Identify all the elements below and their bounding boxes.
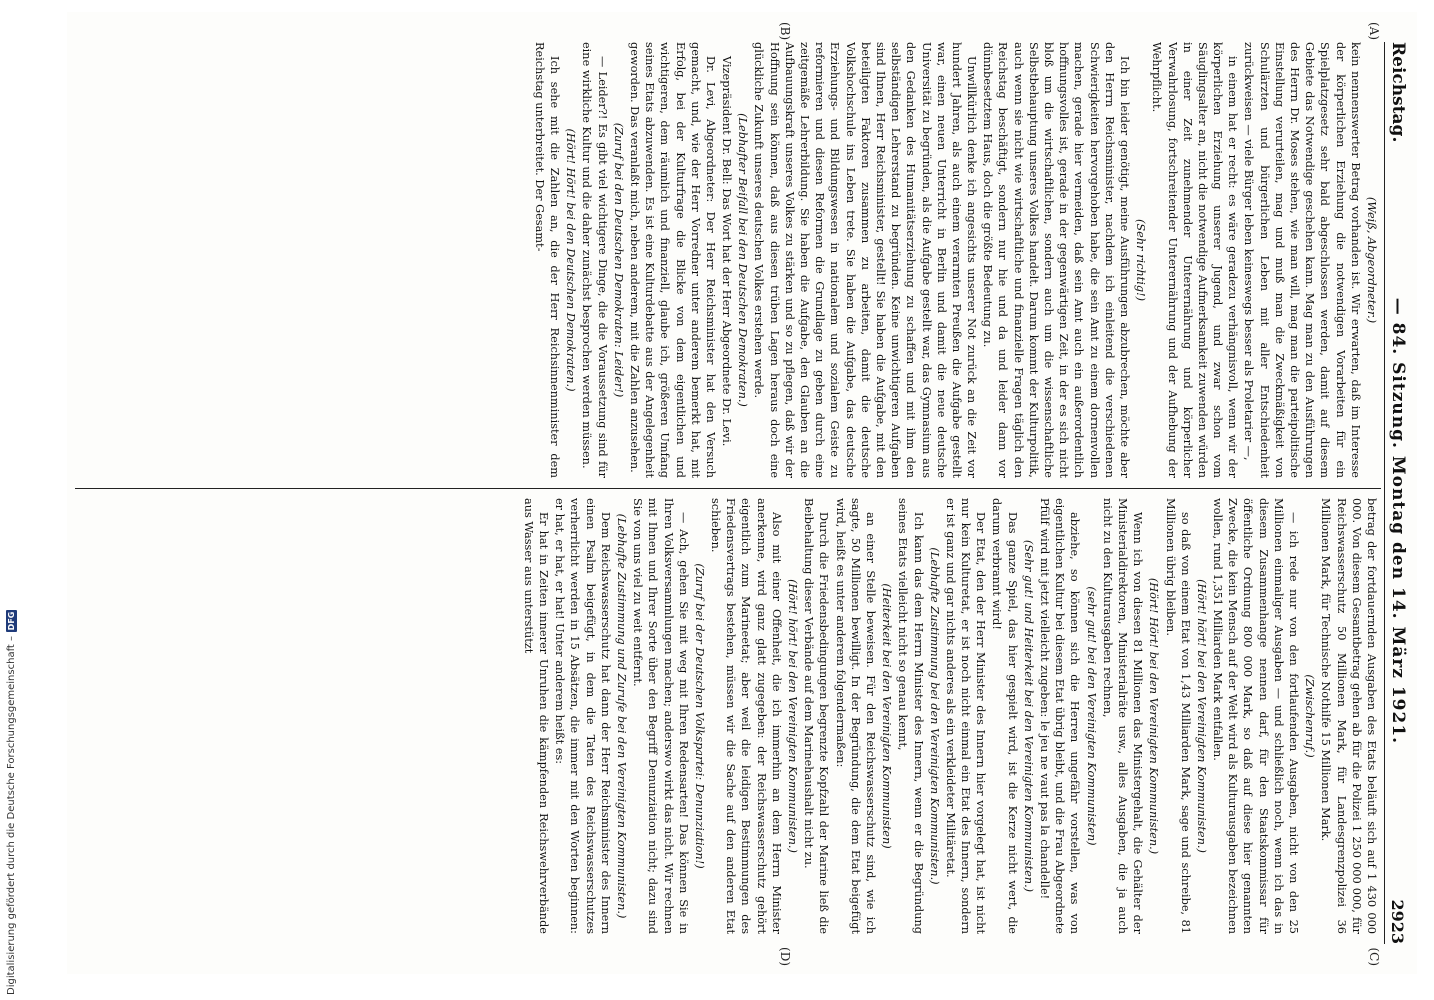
margin-marker-a: (A) bbox=[1367, 22, 1381, 41]
quotation: Durch die Friedensbedingungen begrenzte Kopfzahl der Marine ließ die Beibehaltung dieser Verbände auf dem Marinehaushalt nicht zu. bbox=[802, 498, 831, 934]
margin-marker-d: (D) bbox=[778, 947, 792, 966]
paragraph: Der Etat, den der Herr Minister des Innern hier vorgelegt hat, ist nicht nur kein Kulturetat, er ist noch nicht einmal ein Etat des Innern, sondern er ist ganz und gar nichts anderes als ein verkleideter Militäretat. bbox=[943, 498, 988, 934]
document-page bbox=[67, 12, 1417, 974]
dfg-logo: DFG bbox=[6, 611, 16, 631]
interjection: (Lebhafter Beifall bei den Deutschen Demokraten.) bbox=[736, 113, 750, 407]
interjection: (Lebhafte Zustimmung bei den Vereinigten Kommunisten.) bbox=[927, 547, 941, 885]
digitization-credit bbox=[4, 470, 18, 995]
speaker-heading: (Weiß, Abgeordneter.) bbox=[1365, 196, 1378, 324]
interjection: (Sehr richtig!) bbox=[1134, 218, 1148, 302]
interjection: (Zuruf bei der Deutschen Volkspartei: Denunziation!) bbox=[692, 563, 706, 869]
interjection: (Lebhafte Zustimmung und Zurufe bei den Vereinigten Kommunisten.) bbox=[615, 513, 628, 919]
paragraph: Vizepräsident Dr. Bell: Das Wort hat der Herr Abgeordnete Dr. Levi. bbox=[720, 56, 734, 447]
interjection: (Sehr gut! und Heiterkeit bei den Vereinigten Kommunisten.) bbox=[1021, 539, 1035, 893]
paragraph: Wenn ich von diesen 81 Millionen das Ministergehalt, die Gehälter der Ministerialdirektoren, Ministerialräte usw., alles Ausgaben, die ja auch nicht zu den Kulturausgaben rechnen, bbox=[1100, 498, 1145, 934]
paragraph: Also mit einer Offenheit, die ich immerhin an dem Herrn Minister anerkenne, wird ganz glatt zugegeben: der Reichswasserschutz gehört eigentlich zum Marineetat; aber weil die leidigen Bestimmungen des Friedensvertrags bestehen, müssen wir die Sache auf den anderen Etat schieben. bbox=[709, 498, 783, 934]
interjection: (Hört! Hört! bei den Vereinigten Kommunisten.) bbox=[1147, 577, 1161, 855]
paragraph: Ich sehe mit die Zahlen an, die der Herr Reichsinnenminister dem Reichstag unterbreitet. Der Gesamt- bbox=[532, 42, 562, 478]
paragraph: Ich bin leider genötigt, meine Ausführungen abzubrechen, möchte aber den Herrn Reichsminister, nachdem ich einleitend die verschiedenen Schwierigkeiten hervorgehoben habe, die sein Amt zu einem dornenvollen machen, gerade hier vermeiden, daß sein Amt auch ein außerordentlich hoffnungsvolles ist, gerade in der gegenwärtigen Zeit, in der es sich nicht bloß um die wirtschaftlichen, sondern auch um die wissenschaftliche Selbstbehauptung unseres Volkes handelt. Darum kommt der Kulturpolitik, auch wenn sie nicht wie wirtschaftliche und finanzielle Fragen täglich den Reichstag beschäftigt, sondern nur hie und da und leider dann vor dünnbesetztem Haus, doch die größte Bedeutung zu. bbox=[981, 42, 1131, 478]
paragraph: — Ach, gehen Sie mit weg mit Ihren Redensarten! Das können Sie in Ihren Volksversammlungen machen; anderswo wirkt das nicht. Wir rechnen mit Ihnen und Ihrer Sorte über den Begriff Denunziation nicht; dazu sind Sie von uns viel zu weit entfernt. bbox=[631, 498, 690, 934]
paragraph: so daß von einem Etat von 1,43 Milliarden Mark, sage und schreibe, 81 Millionen übrig bleiben. bbox=[1163, 498, 1192, 934]
paragraph: Dem Reichswasserschutz hat dann der Herr Reichsminister des Innern einen Psalm beigefügt, in dem die Taten des Reichswasserschutzes verherrlicht werden in 15 Absätzen, die immer mit den Worten beginnen: er hat, er hat, er hat! Unter anderem heißt es: bbox=[553, 498, 612, 934]
interjection: (Hört! hört! bei den Vereinigten Kommunisten.) bbox=[786, 579, 800, 853]
paragraph: Das ganze Spiel, das hier gespielt wird, ist die Kerze nicht wert, die darum verbrannt wird! bbox=[990, 498, 1019, 934]
rotated-page-scan bbox=[67, 12, 1417, 974]
page-number: 2923 bbox=[1388, 899, 1408, 944]
margin-marker-b: (B) bbox=[778, 22, 792, 41]
credit-text: Digitalisierung gefördert durch die Deutsche Forschungsgemeinschaft – bbox=[5, 635, 17, 995]
interjection: (Heiterkeit bei den Vereinigten Kommunisten) bbox=[880, 583, 894, 849]
interjection: (Zuruf bei den Deutschen Demokraten: Leider!) bbox=[611, 122, 625, 398]
paragraph: Dr. Levi, Abgeordneter: Der Herr Reichsminister hat den Versuch gemacht, und, wie der Herr Vorredner unter anderem bemerkt hat, mit Erfolg, bei der Kulturfrage die Blicke von dem eigentlichen und wichtigeren, dem räumlich und finanziell, glaube ich, größeren Umfang seines Etats abzuwenden. Es ist eine Kulturdebatte aus der Angelegenheit geworden. Das veranlaßt mich, neben anderem, mit die Zahlen anzusehen. bbox=[628, 42, 717, 478]
interjection: (sehr gut! bei den Vereinigten Kommunisten) bbox=[1084, 586, 1098, 846]
quotation: Er hat in Zeiten innerer Unruhen die kämpfenden Reichswehrverbände aus Wasser aus unterstützt bbox=[521, 498, 551, 934]
paragraph: in einem hat er recht: es wäre geradezu verhängnisvoll, wenn wir der körperlichen Erziehung unserer Jugend, und zwar schon vom Säuglingsalter an, nicht die notwendige Aufmerksamkeit zuwenden würden in einer Zeit zunehmender Unterernährung und körperlicher Verwahrlosung, fortschreitender Unterernährung und der Aufhebung der Wehrpflicht. bbox=[1150, 42, 1240, 478]
paragraph: — ich rede nur von den fortlaufenden Ausgaben, nicht von den 25 Millionen einmaliger Ausgaben — und schließlich noch, wenn ich das in diesem Zusammenhange nennen darf, für den Staatskommissar für öffentliche Ordnung 800 000 Mark, so daß auf diese hier genannten Zwecke, die kein Mensch auf der Welt wird als Kulturausgaben bezeichnen wollen, rund 1,351 Milliarden Mark entfallen. bbox=[1211, 498, 1301, 934]
right-column bbox=[77, 498, 1379, 934]
paragraph: Ich kann das dem Herrn Minister des Innern, wenn er die Begründung seines Etats vielleicht nicht so genau kennt, bbox=[896, 498, 925, 934]
column-divider bbox=[75, 488, 1381, 489]
paragraph: kein nennenswerter Betrag vorhanden ist. Wir erwarten, daß im Interesse der körperlichen Erziehung die notwendigen Vorarbeiten für ein Spielplatzgesetz sehr bald abgeschlossen werden, damit auf diesem Gebiete das Notwendige geschehen kann. Mag man zu den Ausführungen des Herrn Dr. Moses stehen, wie man will, mag man die parteipolitische Einstellung verurteilen, mag und muß man die Zweckmäßigkeit von Schulärzten und bürgerlichen Leben mit aller Entschiedenheit zurückweisen — viele Bürger leben keineswegs besser als Proletarier —, bbox=[1242, 42, 1362, 478]
paragraph: betrag der fortdauernden Ausgaben des Etats beläuft sich auf 1 430 000 000. Von diesem Gesamtbetrag gehen ab für die Polizei 1 250 000 000, für Reichswasserschutz 50 Millionen Mark, für Landesgrenzpolizei 36 Millionen Mark, für Technische Nothilfe 15 Millionen Mark. bbox=[1319, 498, 1378, 934]
paragraph: Unwillkürlich denke ich angesichts unserer Not zurück an die Zeit vor hundert Jahren, als auch einem verarmten Preußen die Aufgabe gestellt war, einen neuen Unterricht in Berlin und damit die neue deutsche Universität zu begründen, als die Aufgabe gestellt war, das Gymnasium aus den Gedanken des Humanitätserziehung zu schaffen und mit ihm den selbständigen Lehrerstand zu begründen. Keine unwichtigeren Aufgaben sind Ihnen, Herr Reichsminister, gestellt! Sie haben die Aufgabe, mit den beteiligten Faktoren zusammen zu arbeiten, damit die deutsche Volkshochschule ins Leben trete. Sie haben die Aufgabe, das deutsche Erziehungs- und Bildungswesen in nationalem und sozialem Geiste zu reformieren und diesen Reformen die Grundlage zu geben durch eine zeitgemäße Lehrerbildung. Sie haben die Aufgabe, den Glauben an die Aufbauungskraft unseres Volkes zu stärken und so zu pflegen, daß wir der Hoffnung sein können, daß aus diesen trüben Lagen heraus doch eine glückliche Zukunft unseres deutschen Volkes erstehen werde. bbox=[752, 42, 979, 478]
header-session-date: — 84. Sitzung. Montag den 14. März 1921. bbox=[1388, 297, 1408, 745]
paragraph: — Leider?! Es gibt viel wichtigere Dinge, die die Voraussetzung sind für eine wirkliche Kultur und die daher zunächst besprochen werden müssen. bbox=[580, 42, 609, 478]
interjection: (Hört! Hört! bei den Deutschen Demokraten.) bbox=[564, 128, 578, 392]
paragraph: an einer Stelle beweisen. Für den Reichswasserschutz sind, wie ich sagte, 50 Millionen bewilligt. In der Begründung, die dem Etat beigefügt wird, heißt es unter anderem folgendermaßen: bbox=[833, 498, 877, 934]
left-column bbox=[77, 42, 1379, 478]
header-left: Reichstag. bbox=[1388, 42, 1408, 143]
interjection: (Zwischenruf.) bbox=[1303, 674, 1317, 758]
margin-marker-c: (C) bbox=[1367, 947, 1381, 966]
interjection: (Hört! hört! bei den Vereinigten Kommunisten.) bbox=[1194, 579, 1208, 853]
paragraph: abziehe, so können sich die Herren ungefähr vorstellen, was von eigentlichen Kultur bei diesem Etat übrig bleibt, und die Frau Abgeordnete Pfülf wird mit jetzt vielleicht zugeben: le jeu ne vaut pas la chandelle! bbox=[1038, 498, 1082, 934]
page-header bbox=[1384, 42, 1411, 944]
